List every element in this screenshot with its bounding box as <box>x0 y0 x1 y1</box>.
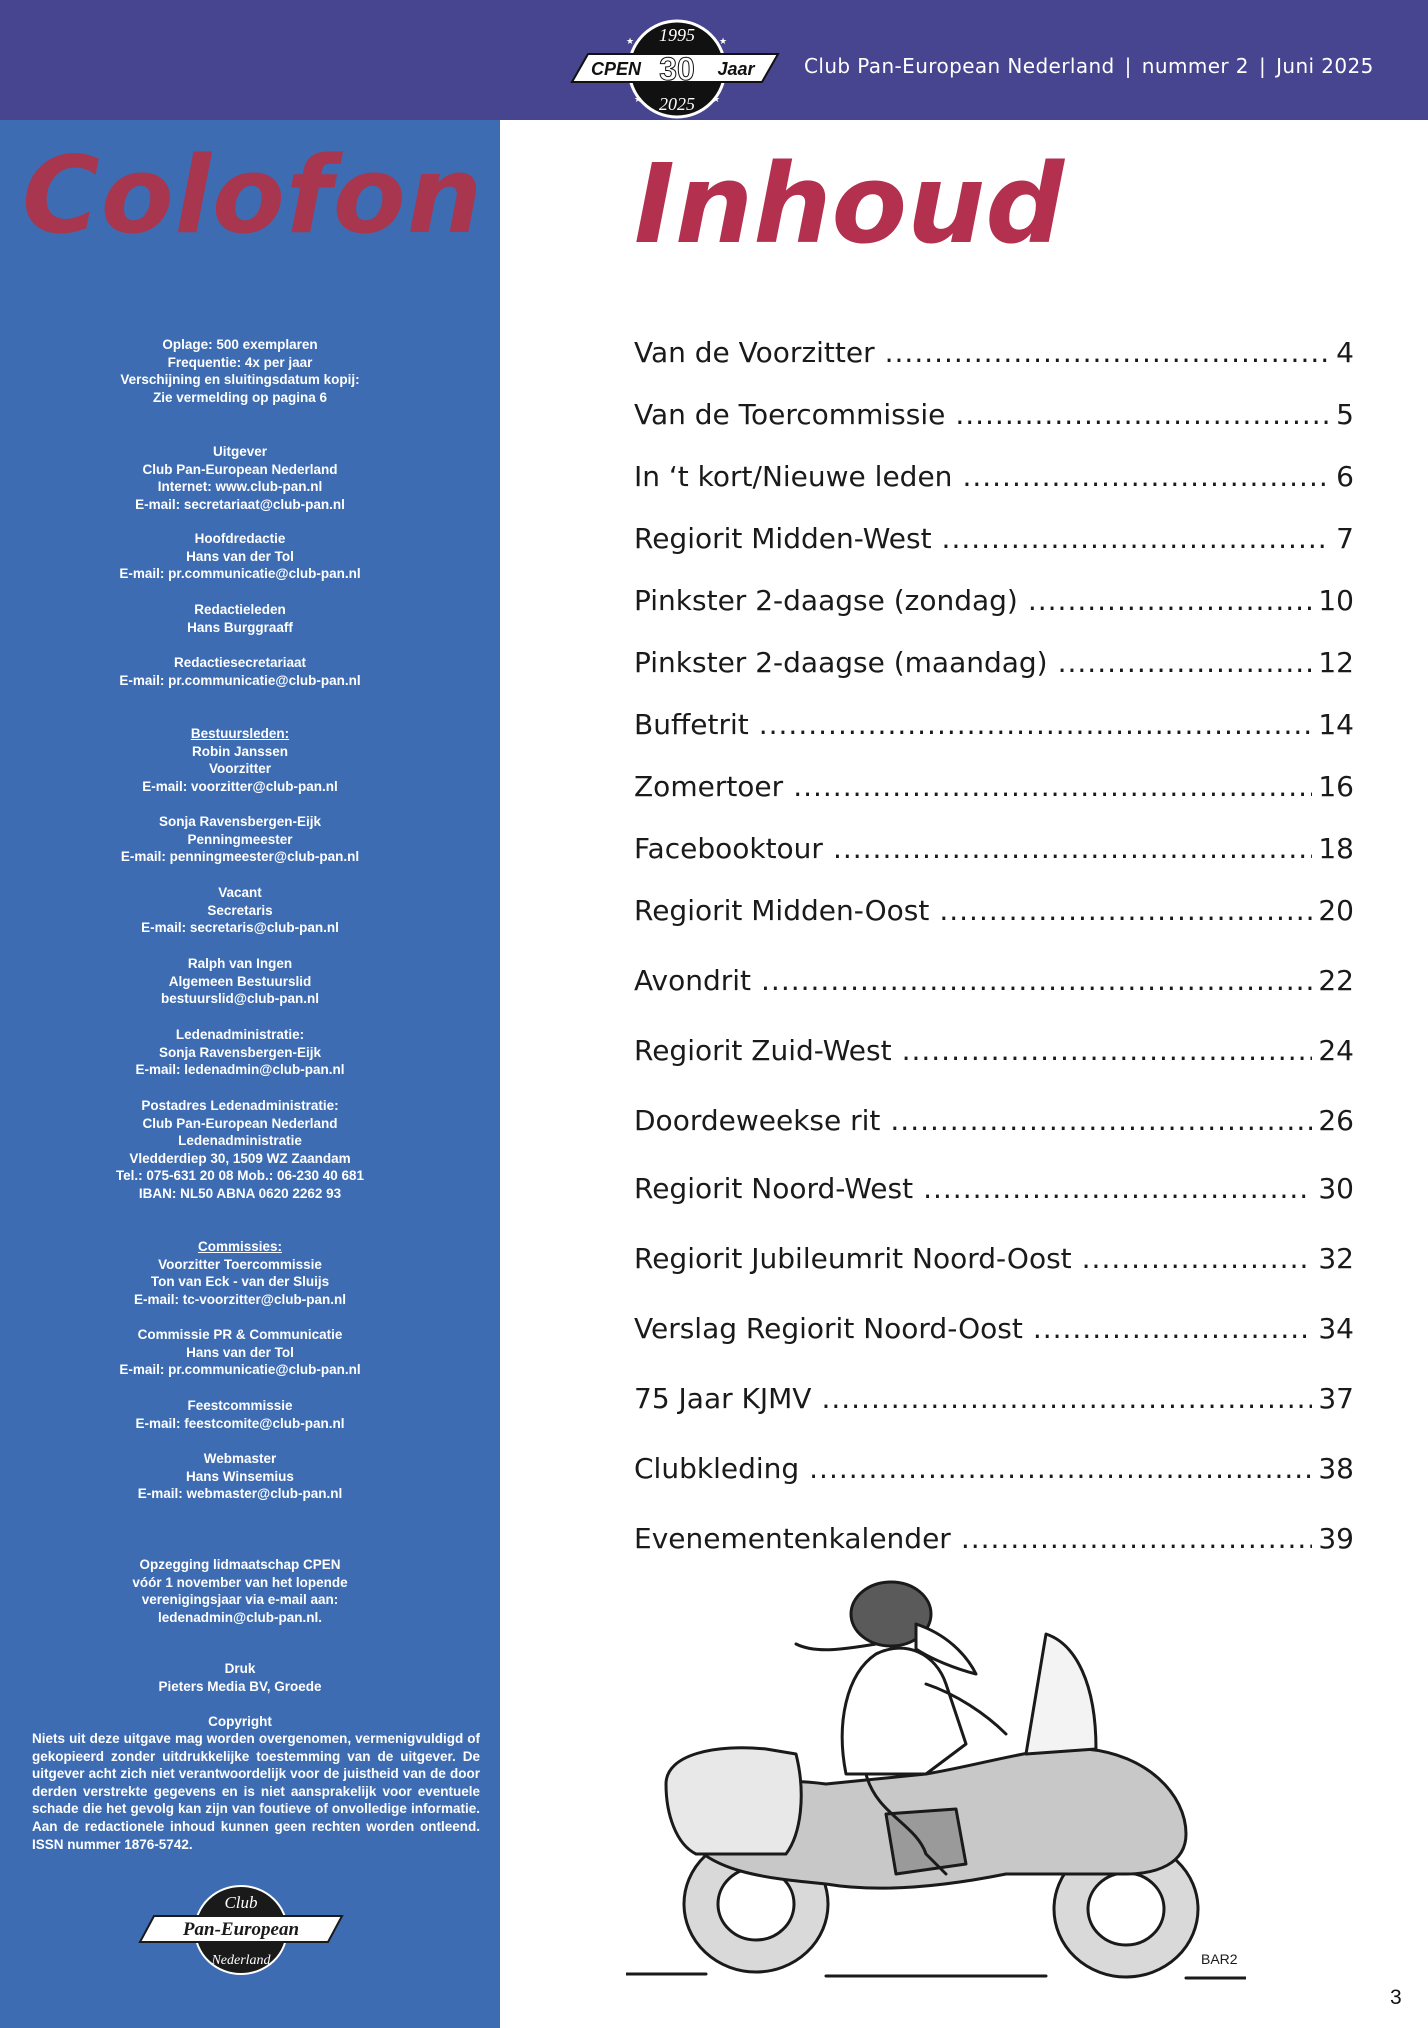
toc-dot-leader <box>1058 646 1313 679</box>
toc-entry-page: 30 <box>1318 1172 1354 1205</box>
svg-text:★: ★ <box>719 37 728 47</box>
toc-dot-leader <box>1082 1242 1313 1275</box>
toc-dot-leader <box>885 336 1331 369</box>
club-logo-middle: Pan-European <box>182 1919 300 1940</box>
colofon-webmaster <box>0 1450 480 1503</box>
colofon-line: Ton van Eck - van der Sluijs <box>150 1274 330 1290</box>
toc-entry-title: Regiorit Jubileumrit Noord-Oost <box>634 1242 1072 1275</box>
toc-entry-title: Clubkleding <box>634 1452 800 1485</box>
colofon-line: E-mail: ledenadmin@club-pan.nl <box>135 1062 345 1078</box>
toc-entry <box>634 1382 1354 1422</box>
colofon-line: E-mail: feestcomite@club-pan.nl <box>135 1415 345 1431</box>
colofon-bestuursleden <box>0 725 480 795</box>
colofon-uitgever <box>0 443 480 513</box>
colofon-line: Frequentie: 4x per jaar <box>167 354 313 370</box>
toc-entry-page: 32 <box>1318 1242 1354 1275</box>
colofon-line: Club Pan-European Nederland <box>142 1115 338 1131</box>
colofon-pr-communicatie <box>0 1326 480 1379</box>
colofon-line: Oplage: 500 exemplaren <box>162 337 318 352</box>
toc-dot-leader <box>939 894 1312 927</box>
toc-entry-page: 22 <box>1318 964 1354 997</box>
colofon-heading: Bestuursleden: <box>190 726 290 741</box>
colofon-line: Redactiesecretariaat <box>173 655 307 670</box>
colofon-line: Internet: www.club-pan.nl <box>157 479 323 495</box>
toc-entry-page: 34 <box>1318 1312 1354 1345</box>
colofon-bestuurslid <box>0 955 480 1008</box>
issue-number: nummer 2 <box>1141 54 1249 78</box>
colofon-line: Voorzitter Toercommissie <box>158 1256 322 1272</box>
svg-text:★: ★ <box>712 95 721 105</box>
colofon-line: Sonja Ravensbergen-Eijk <box>158 814 322 829</box>
toc-entry-page: 6 <box>1336 460 1354 493</box>
toc-entry-page: 14 <box>1318 708 1354 741</box>
colofon-line: Robin Janssen <box>191 743 289 759</box>
toc-entry-title: Evenementenkalender <box>634 1522 951 1555</box>
toc-entry-page: 18 <box>1318 832 1354 865</box>
toc-entry <box>634 1104 1354 1144</box>
colofon-line: Hans Burggraaff <box>187 619 293 635</box>
toc-entry-page: 37 <box>1318 1382 1354 1415</box>
colofon-copyright-heading <box>0 1713 480 1731</box>
toc-entry <box>634 894 1354 934</box>
colofon-line: Penningmeester <box>187 831 293 847</box>
logo-cpen: CPEN <box>590 59 642 79</box>
colofon-oplage <box>0 336 480 406</box>
svg-text:★: ★ <box>634 95 643 105</box>
toc-entry-page: 24 <box>1318 1034 1354 1067</box>
toc-entry <box>634 1522 1354 1562</box>
toc-entry-page: 7 <box>1336 522 1354 555</box>
toc-entry <box>634 1312 1354 1352</box>
club-pan-european-logo <box>136 1884 346 1976</box>
toc-entry <box>634 646 1354 686</box>
colofon-heading: Commissies: <box>197 1239 283 1254</box>
colofon-line: vóór 1 november van het lopende <box>132 1574 348 1590</box>
toc-entry-title: Regiorit Midden-West <box>634 522 932 555</box>
colofon-line: Algemeen Bestuurslid <box>168 973 312 989</box>
toc-entry-title: Doordeweekse rit <box>634 1104 881 1137</box>
colofon-line: Hans van der Tol <box>186 548 294 564</box>
colofon-hoofdredactie <box>0 530 480 583</box>
toc-entry <box>634 1034 1354 1074</box>
colofon-line: Copyright <box>208 1714 272 1729</box>
toc-entry-page: 10 <box>1318 584 1354 617</box>
toc-entry-title: Pinkster 2-daagse (maandag) <box>634 646 1048 679</box>
copyright-text: Niets uit deze uitgave mag worden overgenomen, vermenigvuldigd of gekopieerd zonder uitdrukkelijke toestemming van de uitgever. De uitgever acht zich niet verantwoordelijk voor de juistheid van de door derden verstrekte gegevens en is niet aansprakelijk voor eventuele schade die het gevolg kan zijn van foutieve of onvolledige informatie. Aan de redactionele inhoud kunnen geen rechten worden ontleend. ISSN nummer 1876-5742. <box>32 1731 480 1852</box>
header-title <box>804 54 1374 78</box>
toc-entry <box>634 584 1354 624</box>
logo-year-bottom: 2025 <box>659 94 695 114</box>
colofon-opzegging <box>0 1556 480 1626</box>
cpen-30-jaar-logo <box>566 14 788 120</box>
colofon-title: Colofon <box>22 134 484 257</box>
toc-entry-title: Van de Voorzitter <box>634 336 875 369</box>
toc-entry <box>634 964 1354 1004</box>
toc-entry-title: Regiorit Midden-Oost <box>634 894 930 927</box>
colofon-line: bestuurslid@club-pan.nl <box>161 991 319 1007</box>
colofon-line: Vledderdiep 30, 1509 WZ Zaandam <box>129 1150 351 1166</box>
toc-dot-leader <box>759 708 1313 741</box>
toc-entry-title: Pinkster 2-daagse (zondag) <box>634 584 1018 617</box>
toc-dot-leader <box>955 398 1330 431</box>
toc-entry-page: 26 <box>1318 1104 1354 1137</box>
toc-entry <box>634 770 1354 810</box>
colofon-line: Ledenadministratie: <box>175 1027 305 1042</box>
toc-entry-page: 12 <box>1318 646 1354 679</box>
colofon-line: verenigingsjaar via e-mail aan: <box>141 1592 339 1608</box>
toc-dot-leader <box>821 1382 1312 1415</box>
colofon-line: Hans van der Tol <box>186 1344 294 1360</box>
colofon-line: Feestcommissie <box>187 1398 293 1413</box>
logo-jaar: Jaar <box>717 59 755 79</box>
toc-entry <box>634 1172 1354 1212</box>
page-number: 3 <box>1390 1986 1402 2009</box>
colofon-line: Sonja Ravensbergen-Eijk <box>158 1044 322 1060</box>
club-logo-bottom: Nederland <box>211 1953 271 1968</box>
colofon-line: E-mail: pr.communicatie@club-pan.nl <box>119 1362 361 1378</box>
toc-dot-leader <box>809 1452 1312 1485</box>
toc-dot-leader <box>942 522 1331 555</box>
toc-entry <box>634 460 1354 500</box>
toc-entry-title: Verslag Regiorit Noord-Oost <box>634 1312 1023 1345</box>
toc-entry <box>634 398 1354 438</box>
toc-entry-title: Van de Toercommissie <box>634 398 946 431</box>
colofon-line: Verschijning en sluitingsdatum kopij: <box>120 372 360 388</box>
colofon-line: E-mail: secretaris@club-pan.nl <box>141 920 339 936</box>
colofon-line: Pieters Media BV, Groede <box>158 1678 322 1694</box>
colofon-line: E-mail: voorzitter@club-pan.nl <box>142 778 338 794</box>
colofon-line: Postadres Ledenadministratie: <box>141 1098 339 1113</box>
colofon-line: ledenadmin@club-pan.nl. <box>158 1609 322 1625</box>
colofon-penningmeester <box>0 813 480 866</box>
colofon-line: E-mail: webmaster@club-pan.nl <box>137 1486 343 1502</box>
toc-entry-page: 16 <box>1318 770 1354 803</box>
logo-number: 30 <box>659 51 695 87</box>
header-band <box>0 0 1428 120</box>
toc-entry-page: 39 <box>1318 1522 1354 1555</box>
toc-dot-leader <box>1033 1312 1313 1345</box>
colofon-line: Ledenadministratie <box>178 1133 302 1149</box>
toc-dot-leader <box>1028 584 1313 617</box>
colofon-commissies <box>0 1238 480 1308</box>
colofon-redactiesecretariaat <box>0 654 480 689</box>
colofon-line: Secretaris <box>207 902 273 918</box>
cartoon-signature: BAR2 <box>1201 1951 1238 1967</box>
motorcycle-rider-cartoon <box>626 1574 1246 2002</box>
colofon-secretaris <box>0 884 480 937</box>
club-logo-top: Club <box>224 1893 258 1912</box>
issue-date: Juni 2025 <box>1276 54 1374 78</box>
toc-entry-title: 75 Jaar KJMV <box>634 1382 812 1415</box>
toc-entry <box>634 522 1354 562</box>
inhoud-title: Inhoud <box>634 140 1065 268</box>
colofon-line: Tel.: 075-631 20 08 Mob.: 06-230 40 681 <box>115 1168 365 1184</box>
colofon-line: Hans Winsemius <box>186 1468 294 1484</box>
colofon-ledenadministratie <box>0 1026 480 1079</box>
separator: | <box>1124 54 1132 78</box>
toc-entry <box>634 1242 1354 1282</box>
toc-dot-leader <box>761 964 1312 997</box>
colofon-line: Commissie PR & Communicatie <box>137 1327 343 1342</box>
toc-entry <box>634 708 1354 748</box>
colofon-line: E-mail: penningmeester@club-pan.nl <box>120 849 360 865</box>
toc-entry-title: Regiorit Noord-West <box>634 1172 914 1205</box>
colofon-line: Webmaster <box>203 1451 277 1466</box>
toc-dot-leader <box>833 832 1312 865</box>
toc-entry-page: 38 <box>1318 1452 1354 1485</box>
club-name: Club Pan-European Nederland <box>804 54 1115 78</box>
colofon-line: IBAN: NL50 ABNA 0620 2262 93 <box>138 1185 342 1201</box>
colofon-druk <box>0 1660 480 1695</box>
toc-entry-title: Buffetrit <box>634 708 749 741</box>
toc-dot-leader <box>923 1172 1312 1205</box>
logo-year-top: 1995 <box>659 25 695 45</box>
colofon-line: Druk <box>224 1661 256 1676</box>
toc-entry <box>634 1452 1354 1492</box>
colofon-line: E-mail: pr.communicatie@club-pan.nl <box>119 566 361 582</box>
svg-text:★: ★ <box>626 37 635 47</box>
colofon-line: Club Pan-European Nederland <box>142 461 338 477</box>
toc-dot-leader <box>962 460 1330 493</box>
colofon-line: Hoofdredactie <box>194 531 286 546</box>
toc-dot-leader <box>793 770 1312 803</box>
toc-entry <box>634 832 1354 872</box>
colofon-postadres <box>0 1097 480 1203</box>
toc-entry-title: In ‘t kort/Nieuwe leden <box>634 460 953 493</box>
toc-entry-title: Avondrit <box>634 964 752 997</box>
colofon-line: E-mail: tc-voorzitter@club-pan.nl <box>134 1291 346 1307</box>
toc-entry-page: 4 <box>1336 336 1354 369</box>
toc-dot-leader <box>961 1522 1313 1555</box>
toc-entry-title: Facebooktour <box>634 832 823 865</box>
colofon-line: E-mail: secretariaat@club-pan.nl <box>135 496 345 512</box>
colofon-feestcommissie <box>0 1397 480 1432</box>
colofon-line: Voorzitter <box>208 761 271 777</box>
colofon-redactieleden <box>0 601 480 636</box>
toc-entry-page: 5 <box>1336 398 1354 431</box>
colofon-line: Vacant <box>218 885 262 900</box>
separator: | <box>1258 54 1267 78</box>
toc-entry-title: Zomertoer <box>634 770 784 803</box>
colofon-line: Redactieleden <box>194 602 286 617</box>
toc-dot-leader <box>902 1034 1313 1067</box>
toc-entry-title: Regiorit Zuid-West <box>634 1034 892 1067</box>
colofon-line: E-mail: pr.communicatie@club-pan.nl <box>119 672 361 688</box>
toc-entry-page: 20 <box>1318 894 1354 927</box>
colofon-line: Uitgever <box>212 444 268 459</box>
colofon-line: Zie vermelding op pagina 6 <box>152 389 328 405</box>
colofon-line: Ralph van Ingen <box>187 956 293 971</box>
colofon-line: Opzegging lidmaatschap CPEN <box>139 1557 341 1572</box>
toc-entry <box>634 336 1354 376</box>
toc-dot-leader <box>890 1104 1312 1137</box>
